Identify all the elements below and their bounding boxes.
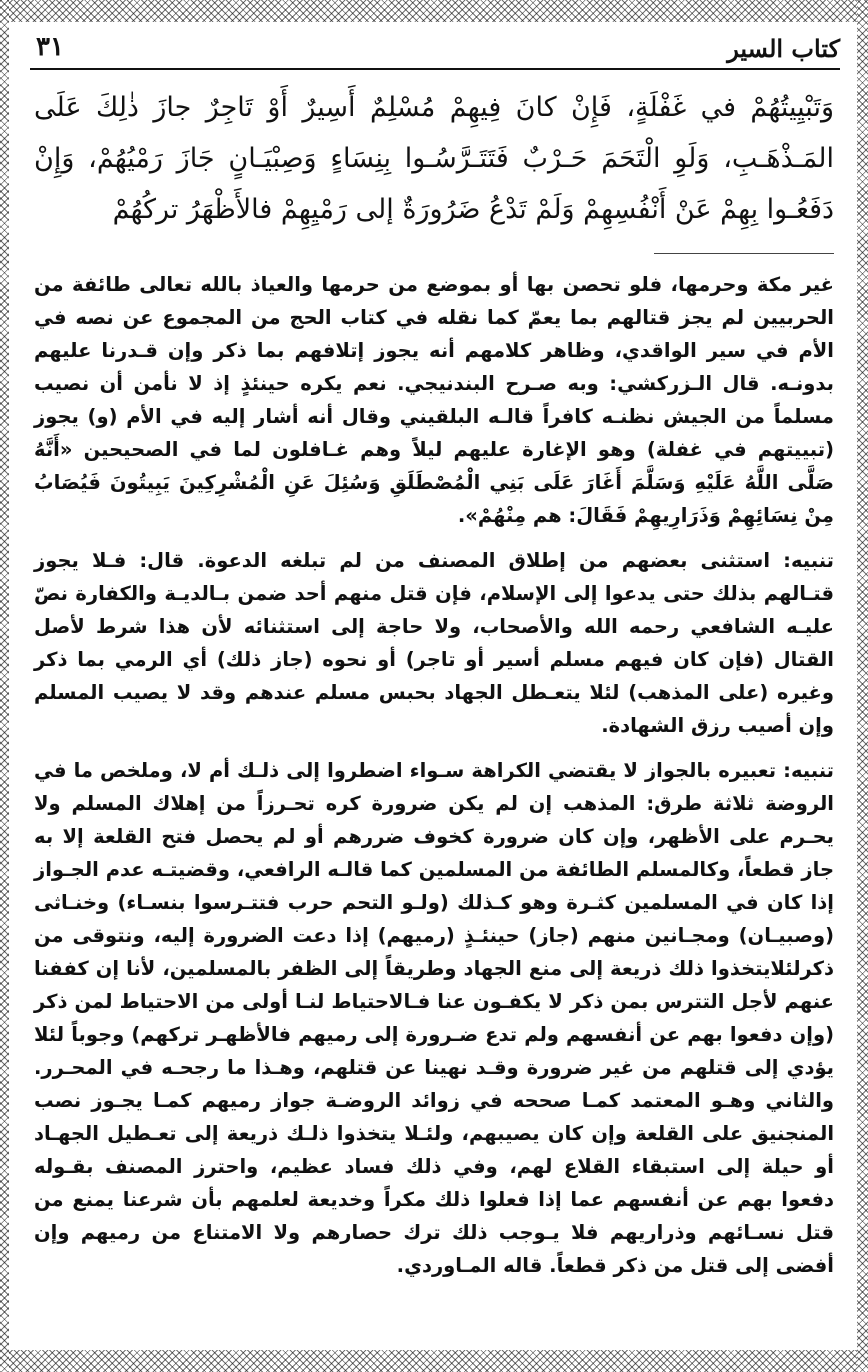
book-section-title: كتاب السير (727, 34, 840, 63)
commentary-paragraph: غير مكة وحرمها، فلو تحصن بها أو بموضع من حرمها والعياذ بالله تعالى طائفة من الحربيين لم يجز قتالهم بما يعمّ كما نقله في كتاب الحج من المجموع عن نصه في الأم في سير الواقدي، وظاهر كلامهم أنه يجوز إتلافهم بما ذكر وإن قـدرنا عليهم بدونـه. قال الـزركشي: وبه صـرح البندنيجي. نعم يكره حينئذٍ إذ لا نأمن أن نصيب مسلماً من الجيش نظنـه كافراً قالـه البلقيني وقال أنه أشار إليه في الأم (و) يجوز (تبييتهم في غفلة) وهو الإغارة عليهم ليلاً وهم غـافلون لما في الصحيحين «أَنَّهُ صَلَّى اللَّهُ عَلَيْهِ وَسَلَّمَ أَغَارَ عَلَى بَنِي الْمُصْطَلَقِ وَسُئِلَ عَنِ الْمُشْرِكِينَ يَبِيتُونَ فَيُصَابُ مِنْ نِسَائِهِمْ وَذَرَارِيهِمْ فَقَالَ: هم مِنْهُمْ». (34, 273, 834, 527)
text-divider (654, 253, 834, 254)
running-header (30, 28, 840, 70)
commentary-paragraph: تنبيه: تعبيره بالجواز لا يقتضي الكراهة سـواء اضطروا إلى ذلـك أم لا، وملخص ما في الروضة ثلاثة طرق: المذهب إن لم يكن ضرورة كره تحـرزاً من إهلاك المسلم ولا يحـرم على الأظهر، وإن كان ضرورة كخوف ضررهم أو لم يحصل فتح القلعة إلا به جاز قطعاً، وكالمسلم الطائفة من المسلمين كما قالـه الرافعي، وقضيتـه عدم الجـواز إذا كان في المسلمين كثـرة وهو كـذلك (ولـو التحم حرب فتتـرسوا بنسـاء) وخنـاثى (وصبيـان) ومجـانين منهم (جاز) حينئـذٍ (رميهم) إذا دعت الضرورة إليه، ونتوقى من ذكرلئلايتخذوا ذلك ذريعة إلى منع الجهاد وطريقاً إلى الظفر بالمسلمين، لأنا إن كففنا عنهم لأجل التترس بمن ذكر لا يكفـون عنا فـالاحتياط لنـا أولى من الاحتياط لمن ذكر (وإن دفعوا بهم عن أنفسهم ولم تدع ضـرورة إلى رميهم فالأظهـر تركهم) وجوباً لئلا يؤدي إلى قتلهم من غير ضرورة وقـد نهينا عن قتلهم، وهـذا ما رجحـه في المحـرر. والثاني وهـو المعتمد كمـا صححه في زوائد الروضـة جواز رميهم كمـا يجـوز نصب المنجنيق على القلعة وإن كان يصيبهم، ولئـلا يتخذوا ذلـك ذريعة إلى تعـطيل الجهـاد أو حيلة إلى استبقاء القلاع لهم، وفي ذلك فساد عظيم، واحترز المصنف بقـوله دفعوا بهم عن أنفسهم عما إذا فعلوا ذلك مكراً وخديعة لعلمهم بأن شرعنا يمنع من قتل نسـائهم وذراريهم فلا يـوجب ذلك ترك حصارهم ولا الامتناع من رميهم وإن أفضى إلى قتل من ذكر قطعاً. قاله المـاوردي. (34, 759, 834, 1277)
page-number: ٣١ (36, 32, 64, 62)
commentary-paragraph: تنبيه: استثنى بعضهم من إطلاق المصنف من لم تبلغه الدعوة. قال: فـلا يجوز قتـالهم بذلك حتى يدعوا إلى الإسلام، فإن قتل منهم أحد ضمن بـالديـة والكفارة نصّ عليـه الشافعي رحمه الله والأصحاب، ولا حاجة إلى استثنائه لأن هذا شرط لأصل القتال (فإن كان فيهم مسلم أسير أو تاجر) أو نحوه (جاز ذلك) أي الرمي بما ذكر وغيره (على المذهب) لئلا يتعـطل الجهاد بحبس مسلم عندهم وقد لا يصيب المسلم وإن أصيب رزق الشهادة. (34, 549, 834, 737)
main-text (34, 82, 834, 235)
ornamental-border-bottom (0, 1350, 868, 1372)
commentary (34, 268, 834, 1282)
page-body (34, 82, 834, 1294)
main-text-paragraph: وَتَبْيِيتُهُمْ في غَفْلَةٍ، فَإِنْ كانَ فِيهِمْ مُسْلِمٌ أَسِيرٌ أَوْ تَاجِرٌ جازَ ذٰلِكَ عَلَى المَـذْهَـبِ، وَلَوِ الْتَحَمَ حَـرْبٌ فَتَتَـرَّسُـوا بِنِسَاءٍ وَصِبْيَـانٍ جَازَ رَمْيُهُمْ، وَإِنْ دَفَعُـوا بِهِمْ عَنْ أَنْفُسِهِمْ وَلَمْ تَدْعُ ضَرُورَةٌ إلى رَمْيِهِمْ فالأَظْهَرُ تركُهُمْ (34, 92, 834, 225)
ornamental-border-left (0, 0, 9, 1372)
ornamental-border-right (857, 0, 868, 1372)
ornamental-border-top (0, 0, 868, 22)
